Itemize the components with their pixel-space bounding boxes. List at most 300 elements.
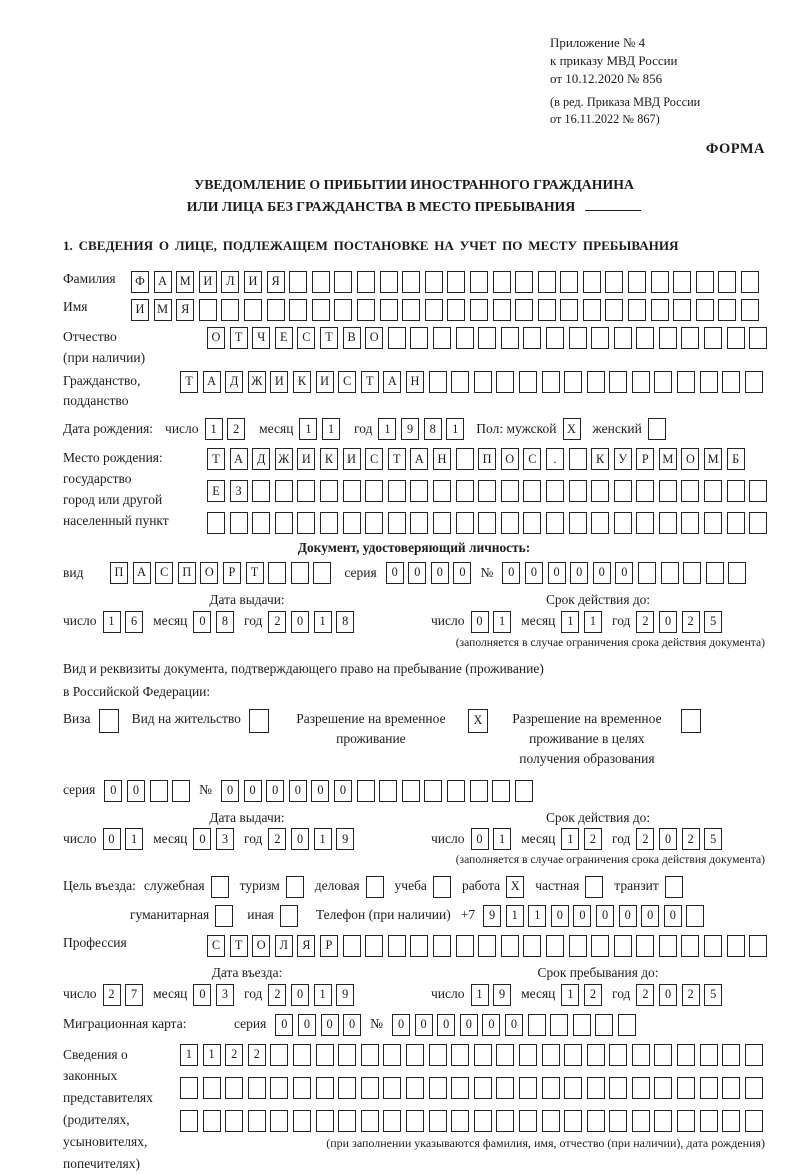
char-cell[interactable] bbox=[316, 1110, 334, 1132]
char-cell[interactable] bbox=[573, 1014, 591, 1036]
char-cell[interactable] bbox=[696, 299, 714, 321]
char-cell[interactable]: 0 bbox=[573, 905, 591, 927]
char-cell[interactable]: П bbox=[110, 562, 128, 584]
char-cell[interactable]: Ч bbox=[252, 327, 270, 349]
char-cell[interactable] bbox=[673, 271, 691, 293]
char-cell[interactable] bbox=[654, 1044, 672, 1066]
char-cell[interactable] bbox=[343, 935, 361, 957]
char-cell[interactable]: И bbox=[244, 271, 262, 293]
char-cell[interactable] bbox=[638, 562, 656, 584]
char-cell[interactable] bbox=[686, 905, 704, 927]
char-cell[interactable] bbox=[478, 480, 496, 502]
char-cell[interactable] bbox=[270, 1044, 288, 1066]
char-cell[interactable]: К bbox=[293, 371, 311, 393]
char-cell[interactable]: Т bbox=[361, 371, 379, 393]
char-cell[interactable] bbox=[569, 448, 587, 470]
char-cell[interactable] bbox=[515, 271, 533, 293]
char-cell[interactable]: 2 bbox=[584, 828, 602, 850]
char-cell[interactable] bbox=[425, 299, 443, 321]
char-cell[interactable]: И bbox=[343, 448, 361, 470]
char-cell[interactable]: 1 bbox=[561, 611, 579, 633]
char-cell[interactable] bbox=[433, 512, 451, 534]
char-cell[interactable]: 1 bbox=[203, 1044, 221, 1066]
char-cell[interactable]: 0 bbox=[619, 905, 637, 927]
char-cell[interactable] bbox=[410, 327, 428, 349]
char-cell[interactable] bbox=[528, 1014, 546, 1036]
char-cell[interactable] bbox=[677, 1077, 695, 1099]
char-cell[interactable]: 1 bbox=[493, 611, 511, 633]
char-cell[interactable]: 0 bbox=[482, 1014, 500, 1036]
char-cell[interactable]: 0 bbox=[453, 562, 471, 584]
char-cell[interactable]: 1 bbox=[561, 984, 579, 1006]
char-cell[interactable] bbox=[564, 1077, 582, 1099]
char-cell[interactable] bbox=[727, 935, 745, 957]
char-cell[interactable]: 2 bbox=[103, 984, 121, 1006]
char-cell[interactable] bbox=[587, 1110, 605, 1132]
char-cell[interactable]: 0 bbox=[659, 611, 677, 633]
char-cell[interactable]: 0 bbox=[193, 611, 211, 633]
char-cell[interactable] bbox=[560, 271, 578, 293]
char-cell[interactable] bbox=[704, 327, 722, 349]
char-cell[interactable] bbox=[172, 780, 190, 802]
char-cell[interactable]: X bbox=[468, 709, 488, 733]
char-cell[interactable] bbox=[542, 371, 560, 393]
char-cell[interactable] bbox=[402, 299, 420, 321]
char-cell[interactable]: У bbox=[614, 448, 632, 470]
char-cell[interactable]: 0 bbox=[289, 780, 307, 802]
char-cell[interactable] bbox=[591, 935, 609, 957]
char-cell[interactable] bbox=[569, 480, 587, 502]
char-cell[interactable]: Л bbox=[275, 935, 293, 957]
char-cell[interactable] bbox=[704, 935, 722, 957]
char-cell[interactable]: Д bbox=[225, 371, 243, 393]
char-cell[interactable] bbox=[474, 371, 492, 393]
char-cell[interactable] bbox=[636, 935, 654, 957]
char-cell[interactable]: П bbox=[478, 448, 496, 470]
char-cell[interactable] bbox=[722, 1077, 740, 1099]
char-cell[interactable] bbox=[654, 1077, 672, 1099]
char-cell[interactable]: 0 bbox=[505, 1014, 523, 1036]
char-cell[interactable]: Л bbox=[221, 271, 239, 293]
char-cell[interactable]: 1 bbox=[180, 1044, 198, 1066]
char-cell[interactable] bbox=[203, 1077, 221, 1099]
char-cell[interactable] bbox=[591, 327, 609, 349]
char-cell[interactable] bbox=[388, 327, 406, 349]
char-cell[interactable] bbox=[654, 371, 672, 393]
char-cell[interactable] bbox=[406, 1110, 424, 1132]
char-cell[interactable] bbox=[410, 480, 428, 502]
char-cell[interactable]: 1 bbox=[314, 828, 332, 850]
char-cell[interactable] bbox=[180, 1110, 198, 1132]
char-cell[interactable]: Т bbox=[230, 935, 248, 957]
char-cell[interactable] bbox=[673, 299, 691, 321]
char-cell[interactable] bbox=[312, 299, 330, 321]
char-cell[interactable]: 0 bbox=[127, 780, 145, 802]
char-cell[interactable] bbox=[618, 1014, 636, 1036]
char-cell[interactable] bbox=[388, 512, 406, 534]
char-cell[interactable] bbox=[677, 371, 695, 393]
char-cell[interactable] bbox=[286, 876, 304, 898]
char-cell[interactable] bbox=[515, 780, 533, 802]
char-cell[interactable]: 0 bbox=[659, 828, 677, 850]
char-cell[interactable] bbox=[728, 562, 746, 584]
char-cell[interactable] bbox=[291, 562, 309, 584]
char-cell[interactable] bbox=[275, 480, 293, 502]
char-cell[interactable]: 0 bbox=[659, 984, 677, 1006]
char-cell[interactable]: 3 bbox=[216, 984, 234, 1006]
char-cell[interactable]: 0 bbox=[275, 1014, 293, 1036]
char-cell[interactable] bbox=[538, 299, 556, 321]
char-cell[interactable]: 3 bbox=[216, 828, 234, 850]
char-cell[interactable]: 0 bbox=[343, 1014, 361, 1036]
char-cell[interactable] bbox=[456, 935, 474, 957]
char-cell[interactable]: И bbox=[131, 299, 149, 321]
char-cell[interactable] bbox=[681, 327, 699, 349]
char-cell[interactable] bbox=[225, 1077, 243, 1099]
char-cell[interactable] bbox=[451, 371, 469, 393]
char-cell[interactable] bbox=[651, 299, 669, 321]
char-cell[interactable] bbox=[659, 512, 677, 534]
char-cell[interactable] bbox=[681, 935, 699, 957]
char-cell[interactable]: 1 bbox=[125, 828, 143, 850]
char-cell[interactable]: 0 bbox=[525, 562, 543, 584]
char-cell[interactable]: 0 bbox=[321, 1014, 339, 1036]
char-cell[interactable] bbox=[651, 271, 669, 293]
char-cell[interactable]: 1 bbox=[378, 418, 396, 440]
char-cell[interactable]: 1 bbox=[493, 828, 511, 850]
char-cell[interactable]: 0 bbox=[291, 828, 309, 850]
char-cell[interactable] bbox=[433, 935, 451, 957]
char-cell[interactable]: К bbox=[320, 448, 338, 470]
char-cell[interactable] bbox=[560, 299, 578, 321]
char-cell[interactable] bbox=[696, 271, 714, 293]
char-cell[interactable] bbox=[609, 1077, 627, 1099]
char-cell[interactable] bbox=[700, 371, 718, 393]
char-cell[interactable] bbox=[595, 1014, 613, 1036]
char-cell[interactable] bbox=[587, 1044, 605, 1066]
char-cell[interactable]: Р bbox=[636, 448, 654, 470]
char-cell[interactable] bbox=[244, 299, 262, 321]
char-cell[interactable]: 0 bbox=[193, 984, 211, 1006]
char-cell[interactable] bbox=[585, 876, 603, 898]
char-cell[interactable]: Н bbox=[406, 371, 424, 393]
char-cell[interactable]: О bbox=[365, 327, 383, 349]
char-cell[interactable]: 2 bbox=[225, 1044, 243, 1066]
char-cell[interactable]: 0 bbox=[471, 611, 489, 633]
char-cell[interactable] bbox=[628, 299, 646, 321]
char-cell[interactable] bbox=[207, 512, 225, 534]
char-cell[interactable] bbox=[383, 1077, 401, 1099]
char-cell[interactable] bbox=[478, 512, 496, 534]
char-cell[interactable] bbox=[614, 327, 632, 349]
char-cell[interactable]: А bbox=[230, 448, 248, 470]
char-cell[interactable]: Я bbox=[176, 299, 194, 321]
char-cell[interactable]: М bbox=[176, 271, 194, 293]
char-cell[interactable]: 1 bbox=[471, 984, 489, 1006]
char-cell[interactable] bbox=[357, 299, 375, 321]
char-cell[interactable]: 0 bbox=[392, 1014, 410, 1036]
char-cell[interactable] bbox=[546, 935, 564, 957]
char-cell[interactable] bbox=[99, 709, 119, 733]
char-cell[interactable] bbox=[474, 1044, 492, 1066]
char-cell[interactable] bbox=[614, 480, 632, 502]
char-cell[interactable] bbox=[316, 1044, 334, 1066]
char-cell[interactable] bbox=[433, 480, 451, 502]
char-cell[interactable] bbox=[150, 780, 168, 802]
char-cell[interactable] bbox=[749, 480, 767, 502]
char-cell[interactable] bbox=[632, 1077, 650, 1099]
char-cell[interactable] bbox=[211, 876, 229, 898]
char-cell[interactable]: 9 bbox=[483, 905, 501, 927]
char-cell[interactable]: 1 bbox=[314, 611, 332, 633]
char-cell[interactable] bbox=[515, 299, 533, 321]
char-cell[interactable] bbox=[429, 1077, 447, 1099]
char-cell[interactable] bbox=[429, 1044, 447, 1066]
char-cell[interactable] bbox=[429, 1110, 447, 1132]
char-cell[interactable] bbox=[722, 371, 740, 393]
char-cell[interactable]: 0 bbox=[386, 562, 404, 584]
char-cell[interactable]: Ж bbox=[248, 371, 266, 393]
char-cell[interactable]: 8 bbox=[216, 611, 234, 633]
char-cell[interactable] bbox=[564, 1044, 582, 1066]
char-cell[interactable]: 2 bbox=[268, 611, 286, 633]
char-cell[interactable] bbox=[659, 327, 677, 349]
char-cell[interactable]: М bbox=[154, 299, 172, 321]
char-cell[interactable] bbox=[681, 512, 699, 534]
char-cell[interactable] bbox=[383, 1110, 401, 1132]
char-cell[interactable]: 0 bbox=[415, 1014, 433, 1036]
char-cell[interactable]: Ф bbox=[131, 271, 149, 293]
char-cell[interactable] bbox=[456, 327, 474, 349]
char-cell[interactable]: С bbox=[207, 935, 225, 957]
char-cell[interactable] bbox=[270, 1077, 288, 1099]
char-cell[interactable] bbox=[289, 299, 307, 321]
char-cell[interactable] bbox=[648, 418, 666, 440]
char-cell[interactable]: 5 bbox=[704, 611, 722, 633]
char-cell[interactable]: Я bbox=[297, 935, 315, 957]
char-cell[interactable] bbox=[654, 1110, 672, 1132]
char-cell[interactable]: Р bbox=[223, 562, 241, 584]
char-cell[interactable] bbox=[614, 935, 632, 957]
char-cell[interactable] bbox=[312, 271, 330, 293]
char-cell[interactable]: А bbox=[203, 371, 221, 393]
char-cell[interactable] bbox=[252, 512, 270, 534]
char-cell[interactable] bbox=[677, 1044, 695, 1066]
char-cell[interactable] bbox=[474, 1077, 492, 1099]
char-cell[interactable]: Р bbox=[320, 935, 338, 957]
char-cell[interactable] bbox=[745, 371, 763, 393]
char-cell[interactable]: 0 bbox=[193, 828, 211, 850]
char-cell[interactable] bbox=[523, 512, 541, 534]
char-cell[interactable]: П bbox=[178, 562, 196, 584]
char-cell[interactable] bbox=[268, 562, 286, 584]
char-cell[interactable] bbox=[546, 512, 564, 534]
char-cell[interactable]: 9 bbox=[336, 984, 354, 1006]
char-cell[interactable] bbox=[496, 1077, 514, 1099]
char-cell[interactable] bbox=[429, 371, 447, 393]
char-cell[interactable]: 0 bbox=[437, 1014, 455, 1036]
char-cell[interactable]: 2 bbox=[268, 828, 286, 850]
char-cell[interactable]: 0 bbox=[221, 780, 239, 802]
char-cell[interactable] bbox=[745, 1110, 763, 1132]
char-cell[interactable] bbox=[361, 1044, 379, 1066]
char-cell[interactable]: 2 bbox=[636, 984, 654, 1006]
char-cell[interactable] bbox=[447, 299, 465, 321]
char-cell[interactable] bbox=[564, 371, 582, 393]
char-cell[interactable] bbox=[523, 327, 541, 349]
char-cell[interactable] bbox=[293, 1110, 311, 1132]
char-cell[interactable]: 1 bbox=[561, 828, 579, 850]
char-cell[interactable] bbox=[636, 512, 654, 534]
char-cell[interactable]: 1 bbox=[205, 418, 223, 440]
char-cell[interactable] bbox=[745, 1077, 763, 1099]
char-cell[interactable]: 2 bbox=[584, 984, 602, 1006]
char-cell[interactable] bbox=[320, 512, 338, 534]
char-cell[interactable] bbox=[661, 562, 679, 584]
char-cell[interactable]: С bbox=[338, 371, 356, 393]
char-cell[interactable]: 0 bbox=[298, 1014, 316, 1036]
char-cell[interactable]: 1 bbox=[299, 418, 317, 440]
char-cell[interactable] bbox=[659, 935, 677, 957]
char-cell[interactable] bbox=[433, 327, 451, 349]
char-cell[interactable]: 0 bbox=[548, 562, 566, 584]
char-cell[interactable] bbox=[587, 1077, 605, 1099]
char-cell[interactable]: 0 bbox=[104, 780, 122, 802]
char-cell[interactable]: 9 bbox=[493, 984, 511, 1006]
char-cell[interactable]: И bbox=[297, 448, 315, 470]
char-cell[interactable]: С bbox=[365, 448, 383, 470]
char-cell[interactable] bbox=[248, 1110, 266, 1132]
char-cell[interactable]: И bbox=[316, 371, 334, 393]
char-cell[interactable] bbox=[632, 371, 650, 393]
char-cell[interactable] bbox=[357, 271, 375, 293]
char-cell[interactable] bbox=[700, 1110, 718, 1132]
char-cell[interactable] bbox=[583, 299, 601, 321]
char-cell[interactable] bbox=[297, 512, 315, 534]
char-cell[interactable] bbox=[632, 1044, 650, 1066]
char-cell[interactable] bbox=[681, 480, 699, 502]
char-cell[interactable]: Н bbox=[433, 448, 451, 470]
char-cell[interactable] bbox=[380, 271, 398, 293]
char-cell[interactable]: Т bbox=[207, 448, 225, 470]
char-cell[interactable]: И bbox=[270, 371, 288, 393]
char-cell[interactable]: О bbox=[501, 448, 519, 470]
char-cell[interactable] bbox=[665, 876, 683, 898]
char-cell[interactable]: А bbox=[133, 562, 151, 584]
char-cell[interactable]: 5 bbox=[704, 984, 722, 1006]
char-cell[interactable] bbox=[425, 271, 443, 293]
char-cell[interactable]: 2 bbox=[636, 828, 654, 850]
char-cell[interactable] bbox=[361, 1077, 379, 1099]
char-cell[interactable]: И bbox=[199, 271, 217, 293]
char-cell[interactable] bbox=[704, 480, 722, 502]
char-cell[interactable] bbox=[470, 271, 488, 293]
char-cell[interactable] bbox=[538, 271, 556, 293]
char-cell[interactable]: 0 bbox=[408, 562, 426, 584]
char-cell[interactable] bbox=[248, 1077, 266, 1099]
char-cell[interactable] bbox=[215, 905, 233, 927]
char-cell[interactable] bbox=[388, 935, 406, 957]
char-cell[interactable] bbox=[677, 1110, 695, 1132]
char-cell[interactable] bbox=[379, 780, 397, 802]
char-cell[interactable] bbox=[496, 1110, 514, 1132]
char-cell[interactable]: Т bbox=[388, 448, 406, 470]
char-cell[interactable] bbox=[564, 1110, 582, 1132]
char-cell[interactable] bbox=[365, 935, 383, 957]
char-cell[interactable] bbox=[501, 327, 519, 349]
char-cell[interactable] bbox=[270, 1110, 288, 1132]
char-cell[interactable]: М bbox=[659, 448, 677, 470]
char-cell[interactable]: 6 bbox=[125, 611, 143, 633]
char-cell[interactable]: Я bbox=[267, 271, 285, 293]
char-cell[interactable] bbox=[361, 1110, 379, 1132]
char-cell[interactable] bbox=[447, 780, 465, 802]
char-cell[interactable] bbox=[366, 876, 384, 898]
char-cell[interactable] bbox=[605, 299, 623, 321]
char-cell[interactable]: 0 bbox=[471, 828, 489, 850]
char-cell[interactable]: X bbox=[563, 418, 581, 440]
char-cell[interactable] bbox=[569, 512, 587, 534]
char-cell[interactable] bbox=[519, 1044, 537, 1066]
char-cell[interactable] bbox=[252, 480, 270, 502]
char-cell[interactable] bbox=[501, 480, 519, 502]
char-cell[interactable] bbox=[338, 1110, 356, 1132]
char-cell[interactable] bbox=[741, 299, 759, 321]
char-cell[interactable] bbox=[542, 1077, 560, 1099]
char-cell[interactable]: 2 bbox=[268, 984, 286, 1006]
char-cell[interactable] bbox=[447, 271, 465, 293]
char-cell[interactable]: А bbox=[383, 371, 401, 393]
char-cell[interactable]: В bbox=[343, 327, 361, 349]
char-cell[interactable] bbox=[343, 480, 361, 502]
char-cell[interactable] bbox=[470, 299, 488, 321]
char-cell[interactable]: Д bbox=[252, 448, 270, 470]
char-cell[interactable] bbox=[546, 480, 564, 502]
char-cell[interactable] bbox=[451, 1110, 469, 1132]
char-cell[interactable] bbox=[718, 271, 736, 293]
char-cell[interactable]: 0 bbox=[311, 780, 329, 802]
char-cell[interactable]: С bbox=[155, 562, 173, 584]
char-cell[interactable] bbox=[501, 512, 519, 534]
char-cell[interactable]: А bbox=[410, 448, 428, 470]
char-cell[interactable] bbox=[478, 935, 496, 957]
char-cell[interactable] bbox=[700, 1044, 718, 1066]
char-cell[interactable] bbox=[683, 562, 701, 584]
char-cell[interactable] bbox=[357, 780, 375, 802]
char-cell[interactable] bbox=[569, 327, 587, 349]
char-cell[interactable] bbox=[433, 876, 451, 898]
char-cell[interactable]: 0 bbox=[244, 780, 262, 802]
char-cell[interactable] bbox=[727, 327, 745, 349]
char-cell[interactable]: 0 bbox=[460, 1014, 478, 1036]
char-cell[interactable] bbox=[275, 512, 293, 534]
char-cell[interactable]: К bbox=[591, 448, 609, 470]
char-cell[interactable]: З bbox=[230, 480, 248, 502]
char-cell[interactable]: С bbox=[523, 448, 541, 470]
char-cell[interactable]: 0 bbox=[664, 905, 682, 927]
char-cell[interactable] bbox=[749, 935, 767, 957]
char-cell[interactable] bbox=[628, 271, 646, 293]
char-cell[interactable]: Ж bbox=[275, 448, 293, 470]
char-cell[interactable] bbox=[496, 1044, 514, 1066]
char-cell[interactable]: 0 bbox=[291, 611, 309, 633]
char-cell[interactable] bbox=[410, 935, 428, 957]
char-cell[interactable]: 0 bbox=[615, 562, 633, 584]
char-cell[interactable]: 0 bbox=[431, 562, 449, 584]
char-cell[interactable] bbox=[546, 327, 564, 349]
char-cell[interactable]: М bbox=[704, 448, 722, 470]
char-cell[interactable] bbox=[293, 1077, 311, 1099]
